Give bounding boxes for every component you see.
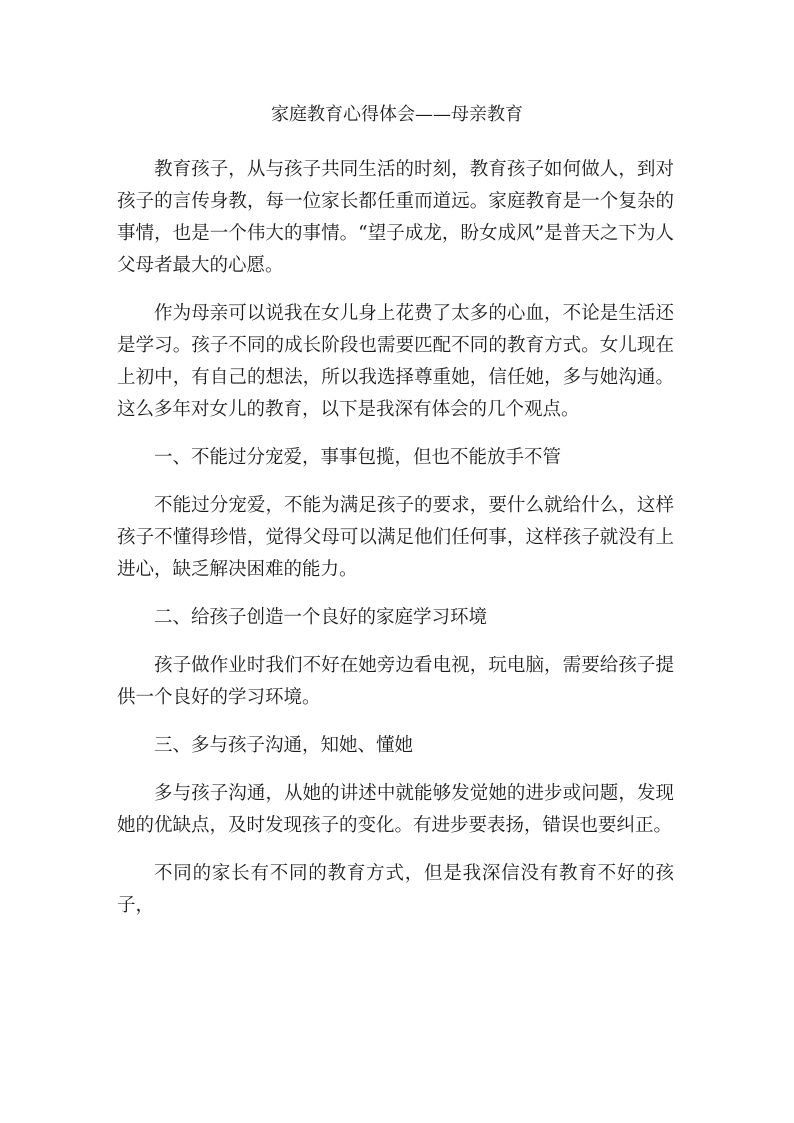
section-heading-1: 一、不能过分宠爱，事事包揽，但也不能放手不管 [154,447,562,468]
paragraph-closing: 不同的家长有不同的教育方式，但是我深信没有教育不好的孩子， [117,863,674,916]
document-body [117,154,674,936]
paragraph-section-1: 不能过分宠爱，不能为满足孩子的要求，要什么就给什么，这样孩子不懂得珍惜，觉得父母可以满足他们任何事，这样孩子就没有上进心，缺乏解决困难的能力。 [117,495,674,580]
section-heading-2: 二、给孩子创造一个良好的家庭学习环境 [154,607,488,628]
section-heading-3: 三、多与孩子沟通，知她、懂她 [154,735,414,756]
paragraph-section-3: 多与孩子沟通，从她的讲述中就能够发觉她的进步或问题，发现她的优缺点，及时发现孩子的变化。有进步要表扬，错误也要纠正。 [117,783,674,836]
document-title: 家庭教育心得体会——母亲教育 [271,104,523,125]
paragraph-mother-effort: 作为母亲可以说我在女儿身上花费了太多的心血，不论是生活还是学习。孩子不同的成长阶段也需要匹配不同的教育方式。女儿现在上初中，有自己的想法，所以我选择尊重她，信任她，多与她沟通。这么多年对女儿的教育，以下是我深有体会的几个观点。 [117,303,674,420]
paragraph-intro: 教育孩子，从与孩子共同生活的时刻，教育孩子如何做人，到对孩子的言传身教，每一位家长都任重而道远。家庭教育是一个复杂的事情，也是一个伟大的事情。“望子成龙，盼女成风”是普天之下为人父母者最大的心愿。 [117,159,674,276]
paragraph-section-2: 孩子做作业时我们不好在她旁边看电视，玩电脑，需要给孩子提供一个良好的学习环境。 [117,655,674,708]
